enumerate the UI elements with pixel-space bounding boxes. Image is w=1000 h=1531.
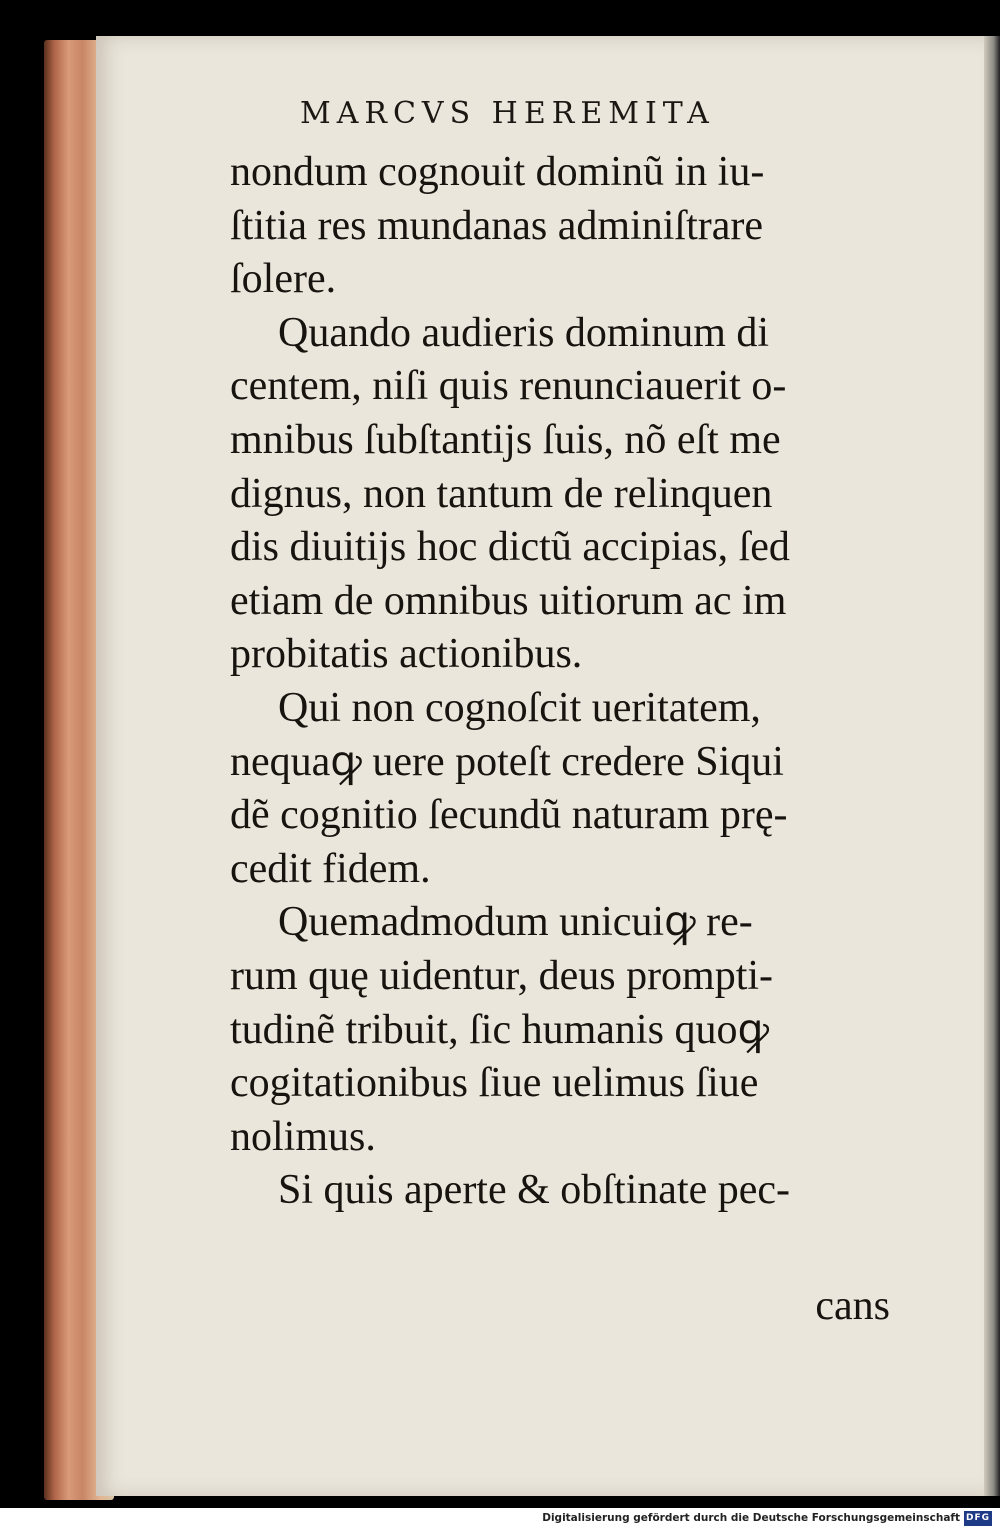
running-head: MARCVS HEREMITA — [300, 96, 715, 131]
gutter-edge — [984, 36, 1000, 1496]
text-line: etiam de omnibus uitiorum ac im — [230, 577, 787, 624]
text-line: Quemadmodum unicuiꝙ re‑ — [278, 899, 753, 946]
dfg-logo: DFG — [964, 1511, 992, 1526]
text-line: probitatis actionibus. — [230, 631, 583, 678]
text-line: dignus, non tantum de relinquen — [230, 470, 773, 517]
body-text — [230, 146, 890, 1218]
digitization-footer — [0, 1508, 1000, 1531]
text-line: cedit fidem. — [230, 845, 431, 892]
text-line: cogitationibus ſiue uelimus ſiue — [230, 1060, 759, 1107]
text-line: Qui non cognoſcit ueritatem, — [278, 684, 761, 731]
text-line: dẽ cognitio ſecundũ naturam prę‑ — [230, 792, 788, 839]
text-line: ſolere. — [230, 256, 337, 303]
text-line: tudinẽ tribuit, ſic humanis quoꝙ — [230, 1006, 769, 1053]
text-line: nequaꝙ uere poteſt credere Siqui — [230, 738, 784, 785]
text-line: centem, niſi quis renunciauerit o‑ — [230, 363, 787, 410]
text-line: Si quis aperte & obſtinate pec‑ — [278, 1167, 791, 1214]
text-line: Quando audieris dominum di — [278, 309, 770, 356]
text-line: dis diuitijs hoc dictũ accipias, ſed — [230, 524, 790, 571]
text-line: ſtitia res mundanas adminiſtrare — [230, 202, 763, 249]
text-line: rum quę uidentur, deus prompti‑ — [230, 952, 774, 999]
funding-credit: Digitalisierung gefördert durch die Deutsche Forschungsgemeinschaft — [542, 1512, 960, 1524]
text-line: nolimus. — [230, 1113, 376, 1160]
text-line: mnibus ſubſtantijs ſuis, nõ eſt me — [230, 416, 781, 463]
text-line: nondum cognouit dominũ in iu‑ — [230, 149, 765, 195]
catchword: cans — [815, 1283, 890, 1329]
